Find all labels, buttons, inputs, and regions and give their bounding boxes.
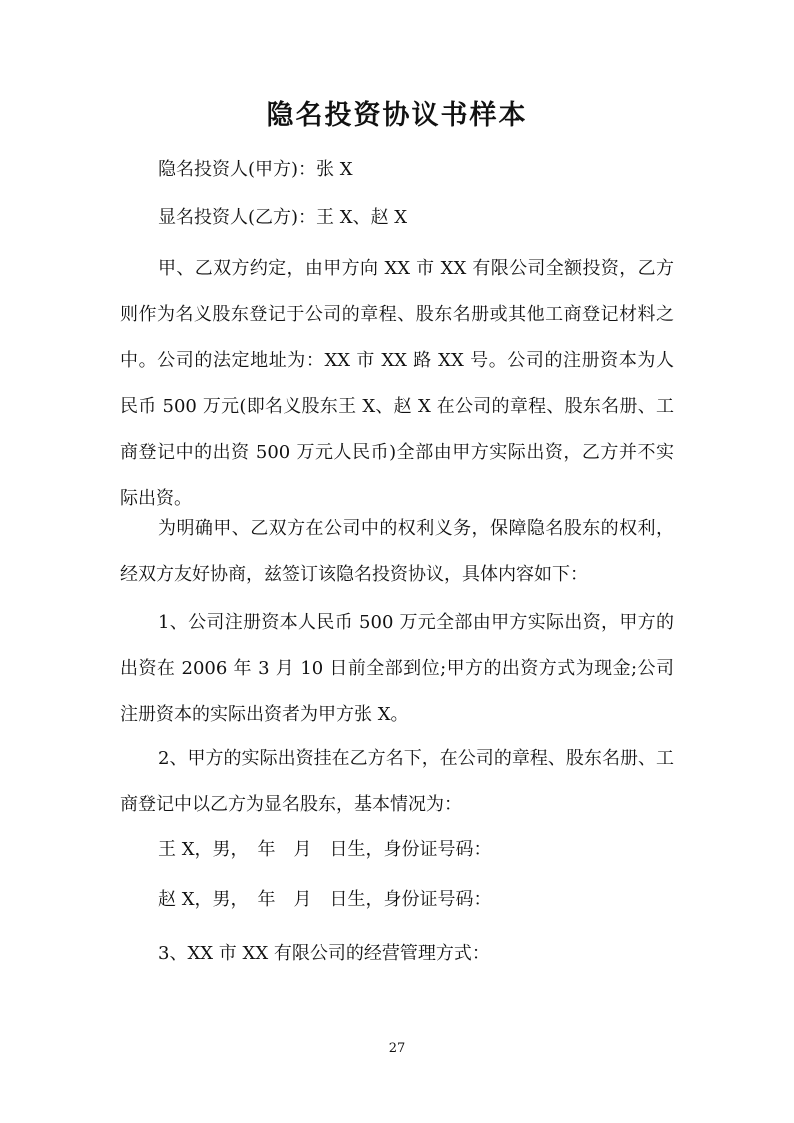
clause-1-paragraph: 1、公司注册资本人民币 500 万元全部由甲方实际出资，甲方的出资在 2006 年 3 月 10 日前全部到位;甲方的出资方式为现金;公司注册资本的实际出资者为甲方张 X。: [120, 612, 674, 725]
page-number: 27: [388, 1041, 406, 1056]
clause-2-paragraph: 2、甲方的实际出资挂在乙方名下，在公司的章程、股东名册、工商登记中以乙方为显名股东，基本情况为：: [120, 748, 674, 815]
clause-3-line: 3、XX 市 XX 有限公司的经营管理方式：: [158, 943, 490, 964]
paragraph-agreement-overview: 甲、乙双方约定，由甲方向 XX 市 XX 有限公司全额投资，乙方则作为名义股东登记于公司的章程、股东名册或其他工商登记材料之中。公司的法定地址为：XX 市 XX 路 XX 号。公司的注册资本为人民币 500 万元(即名义股东王 X、赵 X 在公司的章程、股东名册、工商登记中的出资 500 万元人民币)全部由甲方实际出资，乙方并不实际出资。: [120, 258, 674, 509]
shareholder-wang-line: 王 X，男， 年 月 日生，身份证号码：: [158, 839, 492, 860]
party-a-line: 隐名投资人(甲方)：张 X: [158, 159, 353, 180]
party-b-line: 显名投资人(乙方)：王 X、赵 X: [158, 207, 408, 228]
paragraph-purpose: 为明确甲、乙双方在公司中的权利义务，保障隐名股东的权利，经双方友好协商，兹签订该隐名投资协议，具体内容如下：: [120, 518, 674, 585]
document-title: 隐名投资协议书样本: [266, 100, 528, 131]
shareholder-zhao-line: 赵 X，男， 年 月 日生，身份证号码：: [158, 889, 492, 910]
